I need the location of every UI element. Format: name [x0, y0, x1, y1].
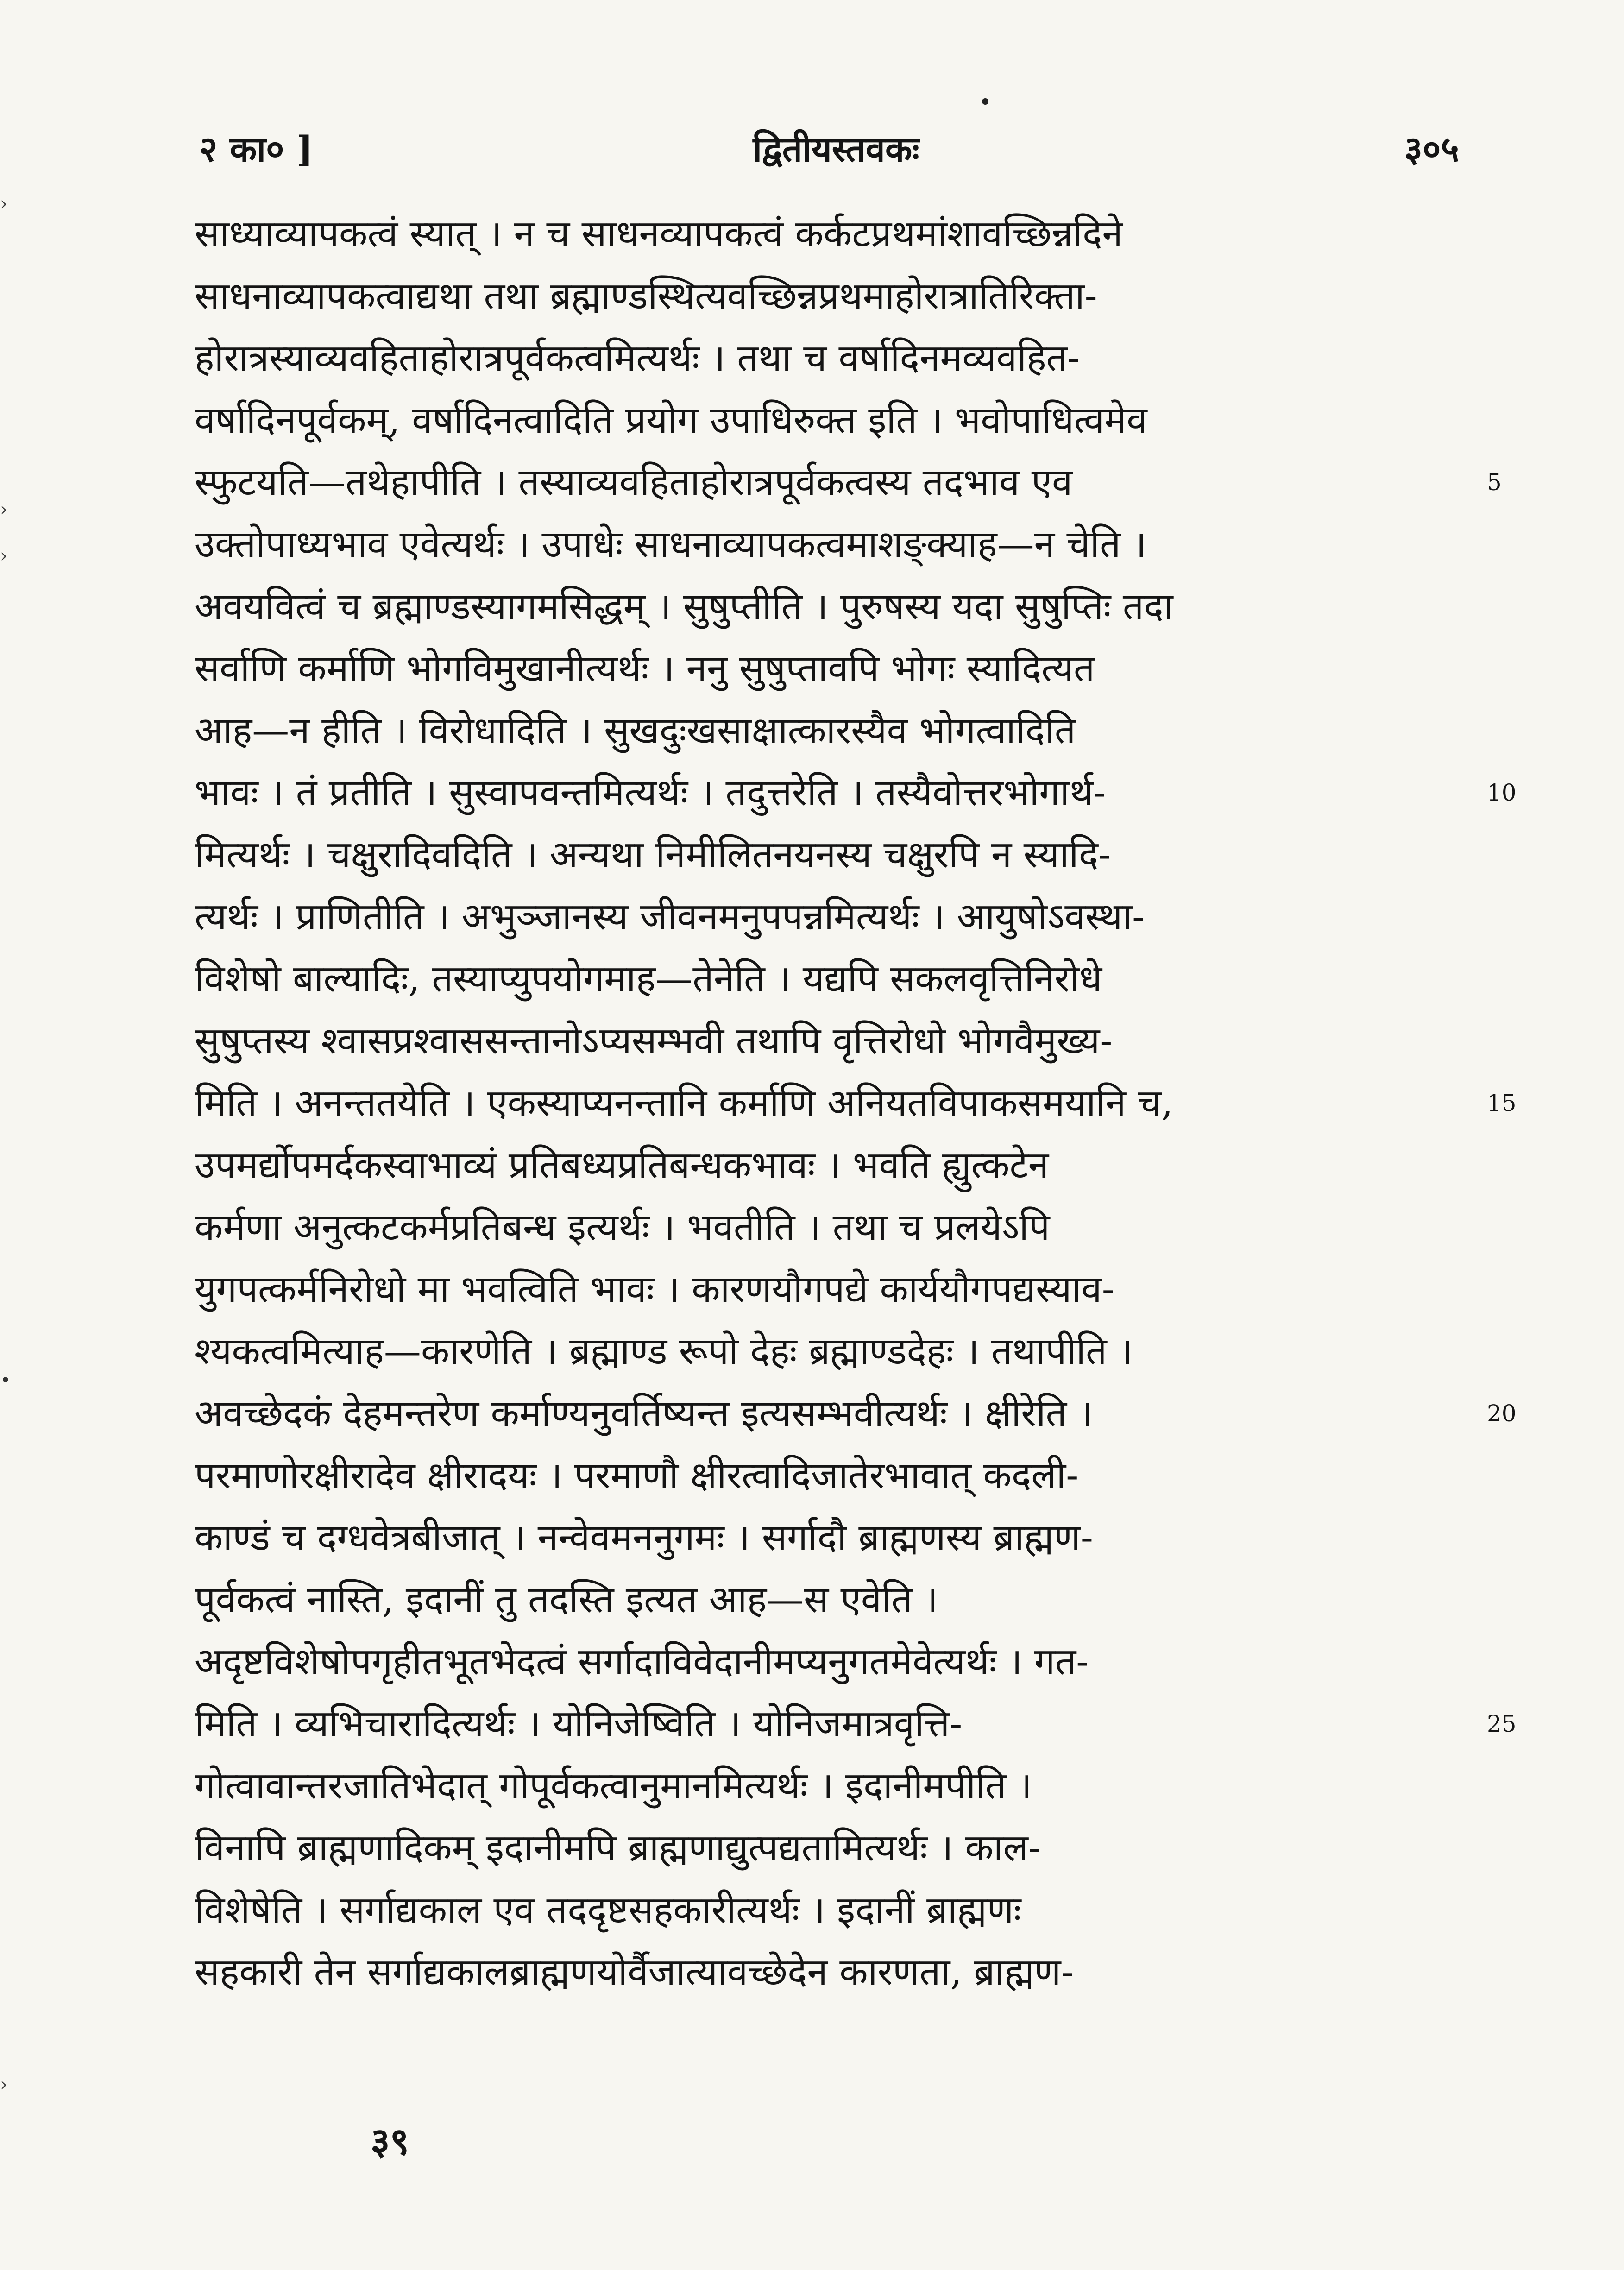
- text-line: युगपत्कर्मनिरोधो मा भवत्विति भावः । कारणयौगपद्ये कार्ययौगपद्यस्याव-: [195, 1267, 1114, 1311]
- text-line: सुषुप्तस्य श्वासप्रश्वाससन्तानोऽप्यसम्भवी तथापि वृत्तिरोधो भोगवैमुख्य-: [195, 1019, 1113, 1062]
- text-line: विनापि ब्राह्मणादिकम् इदानीमपि ब्राह्मणाद्युत्पद्यतामित्यर्थः । काल-: [195, 1826, 1041, 1869]
- signature-mark: ३९: [371, 2119, 409, 2163]
- margin-mark: ›: [0, 499, 7, 520]
- text-line: अवच्छेदकं देहमन्तरेण कर्माण्यनुवर्तिष्यन्त इत्यसम्भवीत्यर्थः । क्षीरेति ।: [195, 1392, 1093, 1435]
- text-line: काण्डं च दग्धवेत्रबीजात् । नन्वेवमननुगमः । सर्गादौ ब्राह्मणस्य ब्राह्मण-: [195, 1516, 1093, 1559]
- page-number: ३०५: [1404, 128, 1459, 170]
- text-line: मिति । अनन्ततयेति । एकस्याप्यनन्तानि कर्माणि अनियतविपाकसमयानि च,: [195, 1081, 1173, 1124]
- line-number: 25: [1487, 1710, 1517, 1737]
- text-line: उपमर्द्योपमर्दकस्वाभाव्यं प्रतिबध्यप्रतिबन्धकभावः । भवति ह्युत्कटेन: [195, 1143, 1049, 1186]
- text-line: कर्मणा अनुत्कटकर्मप्रतिबन्ध इत्यर्थः । भवतीति । तथा च प्रलयेऽपि: [195, 1205, 1050, 1248]
- text-line: उक्तोपाध्यभाव एवेत्यर्थः । उपाधेः साधनाव्यापकत्वमाशङ्क्याह—न चेति ।: [195, 523, 1147, 566]
- ink-dot: [982, 98, 988, 105]
- page-header: [195, 116, 1478, 185]
- text-line: परमाणोरक्षीरादेव क्षीरादयः । परमाणौ क्षीरत्वादिजातेरभावात् कदली-: [195, 1454, 1079, 1497]
- text-line: होरात्रस्याव्यवहिताहोरात्रपूर्वकत्वमित्यर्थः । तथा च वर्षादिनमव्यवहित-: [195, 336, 1080, 379]
- text-line: विशेषो बाल्यादिः, तस्याप्युपयोगमाह—तेनेति । यद्यपि सकलवृत्तिनिरोधे: [195, 957, 1102, 1000]
- text-line: गोत्वावान्तरजातिभेदात् गोपूर्वकत्वानुमानमित्यर्थः । इदानीमपीति ।: [195, 1764, 1032, 1807]
- text-line: त्यर्थः । प्राणितीति । अभुञ्जानस्य जीवनमनुपपन्नमित्यर्थः । आयुषोऽवस्था-: [195, 895, 1145, 938]
- header-title: द्वितीयस्तवकः: [753, 128, 919, 170]
- header-section-ref: २ का० ]: [199, 128, 313, 170]
- text-line: साध्याव्यापकत्वं स्यात् । न च साधनव्यापकत्वं कर्कटप्रथमांशावच्छिन्नदिने: [195, 212, 1123, 255]
- text-line: आह—न हीति । विरोधादिति । सुखदुःखसाक्षात्कारस्यैव भोगत्वादिति: [195, 709, 1076, 752]
- text-line: स्फुटयति—तथेहापीति । तस्याव्यवहिताहोरात्रपूर्वकत्वस्य तदभाव एव: [195, 460, 1073, 504]
- text-line: विशेषेति । सर्गाद्यकाल एव तददृष्टसहकारीत्यर्थः । इदानीं ब्राह्मणः: [195, 1888, 1021, 1931]
- text-line: भावः । तं प्रतीति । सुस्वापवन्तमित्यर्थः । तदुत्तरेति । तस्यैवोत्तरभोगार्थ-: [195, 771, 1106, 814]
- line-number: 15: [1487, 1090, 1517, 1116]
- line-number: 20: [1487, 1400, 1517, 1427]
- text-line: अदृष्टविशेषोपगृहीतभूतभेदत्वं सर्गादाविवेदानीमप्यनुगतमेवेत्यर्थः । गत-: [195, 1640, 1089, 1683]
- text-line: पूर्वकत्वं नास्ति, इदानीं तु तदस्ति इत्यत आह—स एवेति ।: [195, 1578, 938, 1621]
- line-number: 5: [1487, 469, 1502, 496]
- text-line: वर्षादिनपूर्वकम्, वर्षादिनत्वादिति प्रयोग उपाधिरुक्त इति । भवोपाधित्वमेव: [195, 398, 1147, 441]
- margin-mark: •: [0, 1370, 11, 1391]
- margin-mark: ›: [0, 545, 7, 567]
- text-line: अवयवित्वं च ब्रह्माण्डस्यागमसिद्धम् । सुषुप्तीति । पुरुषस्य यदा सुषुप्तिः तदा: [195, 585, 1173, 628]
- text-line: सर्वाणि कर्माणि भोगविमुखानीत्यर्थः । ननु सुषुप्तावपि भोगः स्यादित्यत: [195, 647, 1095, 690]
- margin-mark: ›: [0, 2074, 7, 2095]
- text-line: मिति । व्यभिचारादित्यर्थः । योनिजेष्विति । योनिजमात्रवृत्ति-: [195, 1702, 963, 1745]
- text-line: मित्यर्थः । चक्षुरादिवदिति । अन्यथा निमीलितनयनस्य चक्षुरपि न स्यादि-: [195, 833, 1111, 876]
- margin-mark: ›: [0, 193, 7, 214]
- text-line: सहकारी तेन सर्गाद्यकालब्राह्मणयोर्वैजात्यावच्छेदेन कारणता, ब्राह्मण-: [195, 1950, 1074, 1993]
- line-number: 10: [1487, 779, 1517, 806]
- text-line: साधनाव्यापकत्वाद्यथा तथा ब्रह्माण्डस्थित्यवच्छिन्नप्रथमाहोरात्रातिरिक्ता-: [195, 274, 1097, 317]
- text-line: श्यकत्वमित्याह—कारणेति । ब्रह्माण्ड रूपो देहः ब्रह्माण्डदेहः । तथापीति ।: [195, 1330, 1133, 1373]
